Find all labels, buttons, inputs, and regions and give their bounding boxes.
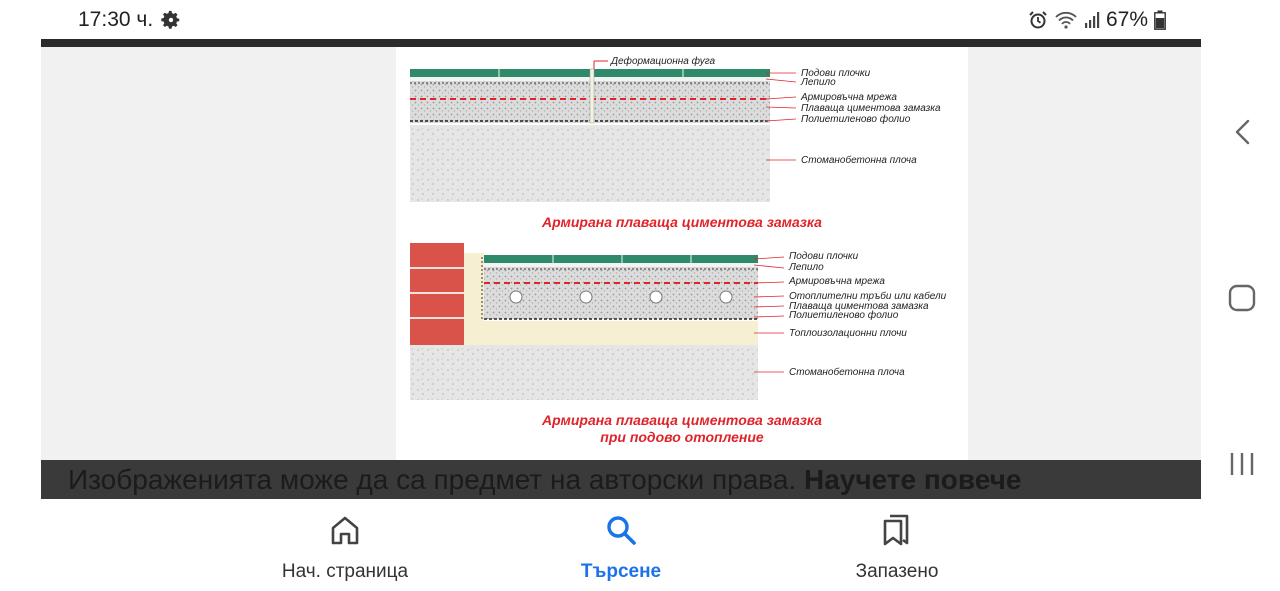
bottom-label-mesh: Армировъчна мрежа [789, 276, 885, 287]
wifi-icon [1054, 10, 1078, 30]
nav-search-label: Търсене [580, 561, 662, 582]
status-bar [0, 0, 1280, 40]
learn-more-link[interactable]: Научете повече [803, 464, 1022, 495]
bottom-label-foil: Полиетиленово фолио [789, 310, 899, 321]
nav-home[interactable] [255, 513, 435, 583]
copyright-notice [68, 464, 1021, 496]
top-caption: Армирана плаваща циментова замазка [542, 214, 822, 230]
bottom-label-pipes: Отоплителни тръби или кабели [789, 291, 947, 302]
battery-icon [1154, 10, 1166, 30]
top-label-tiles: Подови плочки [801, 68, 871, 79]
bottom-navigation [0, 505, 1280, 591]
saved-icon [880, 513, 914, 547]
floor-screed-diagram [396, 47, 968, 460]
top-label-foil: Полиетиленово фолио [801, 114, 911, 125]
home-button-icon[interactable] [1228, 284, 1256, 312]
copyright-bar [41, 460, 1201, 499]
search-icon [604, 513, 638, 547]
top-label-adhesive: Лепило [801, 77, 836, 88]
settings-gear-icon [160, 9, 182, 31]
top-diagram [410, 61, 770, 202]
viewer-top-bar [41, 39, 1201, 47]
bottom-label-insulation: Топлоизолационни плочи [789, 328, 907, 339]
nav-saved[interactable] [807, 513, 987, 583]
copyright-text: Изображенията може да са предмет на авторски права. [68, 464, 797, 495]
bottom-caption-line2: при подово отопление [600, 429, 764, 445]
status-time: 17:30 ч. [78, 8, 154, 31]
back-icon[interactable] [1228, 117, 1258, 147]
recent-apps-icon[interactable] [1228, 451, 1256, 477]
alarm-icon [1028, 10, 1048, 30]
bottom-label-tiles: Подови плочки [789, 251, 859, 262]
bottom-diagram [410, 243, 758, 400]
signal-icon [1084, 11, 1100, 29]
top-label-screed: Плаваща циментова замазка [801, 103, 941, 114]
joint-label: Деформационна фуга [611, 56, 716, 67]
top-label-concrete: Стоманобетонна плоча [801, 155, 917, 166]
nav-saved-label: Запазено [855, 561, 939, 582]
bottom-caption-line1: Армирана плаваща циментова замазка [542, 412, 822, 428]
home-icon [328, 513, 362, 547]
nav-home-label: Нач. страница [281, 561, 409, 582]
diagram-image[interactable] [396, 47, 968, 460]
battery-percent: 67% [1105, 8, 1148, 31]
image-viewer [41, 39, 1201, 499]
bottom-label-screed: Плаваща циментова замазка [789, 301, 929, 312]
bottom-label-concrete: Стоманобетонна плоча [789, 367, 905, 378]
top-label-mesh: Армировъчна мрежа [801, 92, 897, 103]
status-icons [1028, 8, 1166, 32]
bottom-label-adhesive: Лепило [789, 262, 824, 273]
nav-search[interactable] [531, 513, 711, 583]
